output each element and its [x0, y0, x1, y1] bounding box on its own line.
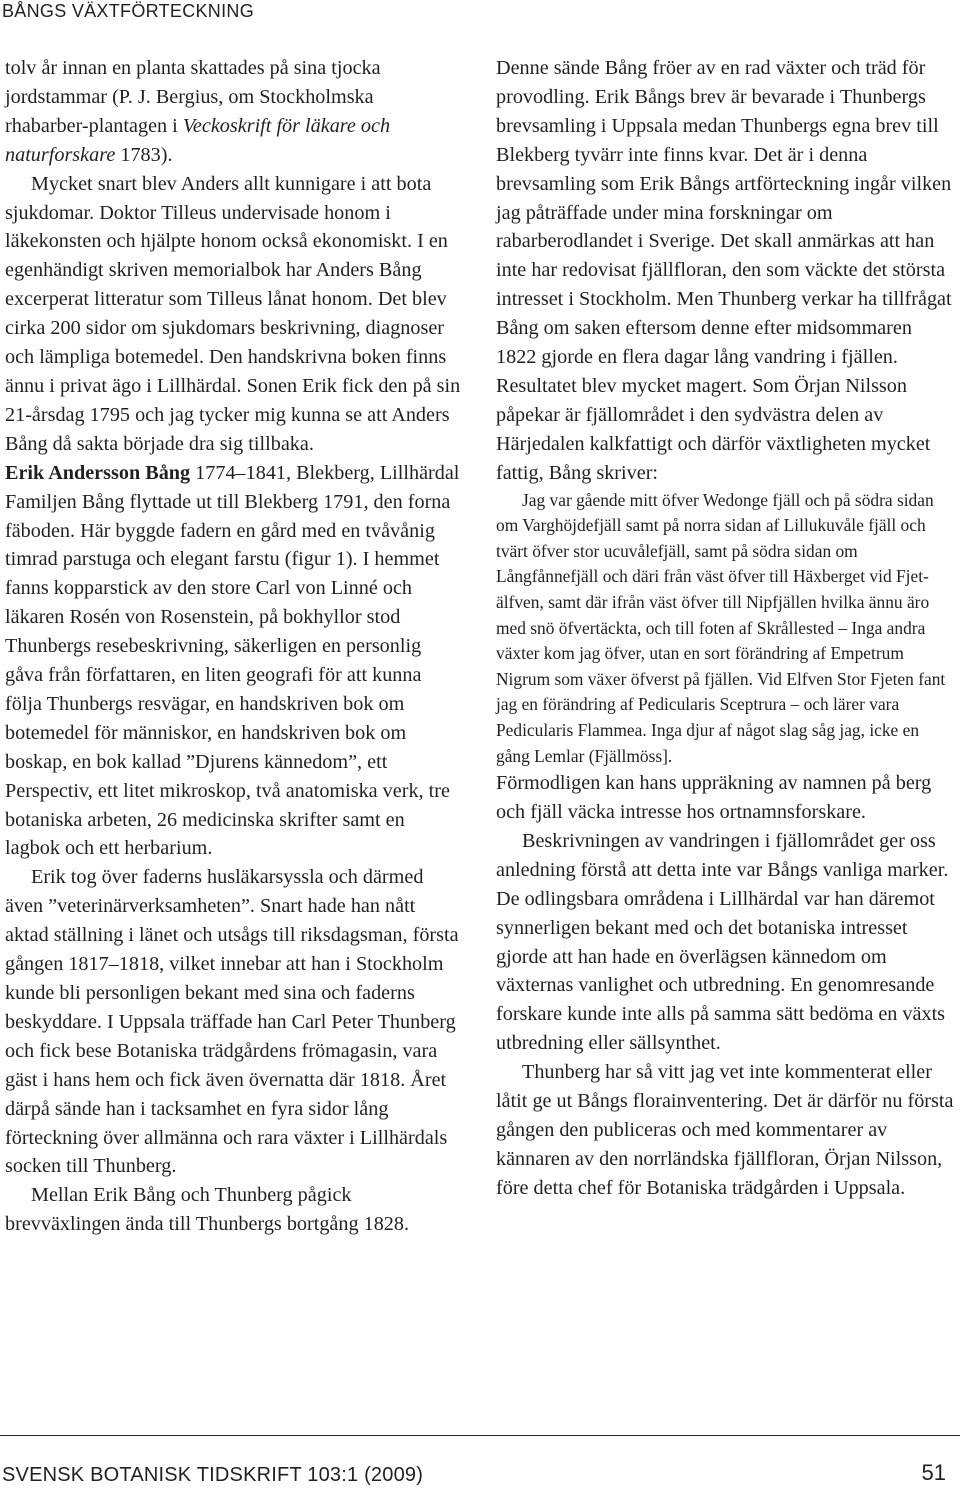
heading-name: Erik Andersson Bång	[5, 461, 191, 484]
journal-title-italic: Veckoskrift för läkare och naturforskare	[5, 114, 391, 166]
paragraph: Familjen Bång flyttade ut till Blekberg 1791, den forna fäboden. Här byggde fadern en gård med en tvåvånig timrad parstuga och elegant farstu (figur 1). I hemmet fanns kopparstick av den store Carl von Linné och läkaren Rosén von Rosenstein, på bokhyllor stod Thunbergs resebeskrivning, säkerligen en personlig gåva från författaren, en liten geografi för att kunna följa Thunbergs resvägar, en handskriven bok om botemedel för människor, en handskriven bok om boskap, en bok kallad ”Djurens kännedom”, ett Perspectiv, ett litet mikroskop, två anatomiska verk, tre botaniska arbeten, 26 medicinska skrifter samt en lagbok och ett herbarium.	[5, 490, 451, 860]
paragraph-text: tolv år innan en planta skattades på sina tjocka jordstammar (P. J. Bergius, om Stockholmska rhabarber-plantagen i	[5, 57, 381, 137]
footer-journal-name: SVENSK BOTANISK TIDSKRIFT 103:1 (2009)	[2, 1464, 424, 1486]
paragraph: Beskrivningen av vandringen i fjällområdet ger oss anledning förstå att detta inte var Bångs vanliga marker. De odlingsbara områdena i Lillhärdal var han däremot synnerligen bekant med och det botaniska intresset gjorde att han hade en överlägsen kännedom om växternas vanlighet och utbredning. En genomresande forskare kunde inte alls på samma sätt bedöma en växts utbredning eller sällsynthet.	[496, 829, 949, 1055]
footer-divider	[0, 1435, 960, 1436]
running-head: BÅNGS VÄXTFÖRTECKNING	[2, 1, 255, 21]
paragraph: Mellan Erik Bång och Thunberg pågick brevväxlingen ända till Thunbergs bortgång 1828.	[5, 1184, 410, 1236]
paragraph-text: 1783).	[115, 143, 173, 166]
paragraph: Erik tog över faderns husläkarsyssla och därmed även ”veterinärverksamheten”. Snart hade han nått aktad ställning i länet och utsågs till riksdagsman, första gången 1817–1818, vilket innebar att han i Stockholm kunde bli personligen bekant med sina och faderns beskyddare. I Uppsala träffade han Carl Peter Thunberg och fick bese Botaniska trädgårdens frömagasin, vara gäst i hans hem och fick även övernatta där 1818. Året därpå sände han i tacksamhet en fyra sidor lång förteckning över allmänna och rara växter i Lillhärdals socken till Thunberg.	[5, 866, 459, 1178]
paragraph: Denne sände Bång fröer av en rad växter och träd för provodling. Erik Bångs brev är bevarade i Thunbergs brevsamling i Uppsala medan Thunbergs egna brev till Blekberg tyvärr inte finns kvar. Det är i denna brevsamling som Erik Bångs artförteckning ingår vilken jag påträffade under mina forskningar om rabarberodlandet i Sverige. Det skall anmärkas att han inte har redovisat fjällfloran, den som väckte det största intresset i Stockholm. Men Thunberg verkar ha tillfrågat Bång om saken eftersom denne efter midsommaren 1822 gjorde en flera dagar lång vandring i fjällen. Resultatet blev mycket magert. Som Örjan Nilsson påpekar är fjällområdet i den sydvästra delen av Härjedalen kalkfattigt och därför växtligheten mycket fattig, Bång skriver:	[496, 57, 952, 484]
left-column	[5, 54, 462, 1239]
paragraph	[5, 54, 462, 170]
paragraph: Mycket snart blev Anders allt kunnigare i att bota sjukdomar. Doktor Tilleus undervisade honom i läkekonsten och hjälpte honom också ekonomiskt. I en egenhändigt skriven memorialbok har Anders Bång excerperat litteratur som Tilleus lånat honom. Det blev cirka 200 sidor om sjukdomars beskrivning, diagnoser och lämpliga botemedel. Den handskrivna boken finns ännu i privat ägo i Lillhärdal. Sonen Erik fick den på sin 21-årsdag 1795 och jag tycker mig kunna se att Anders Bång då sakta började dra sig tillbaka.	[5, 172, 461, 455]
paragraph: Förmodligen kan hans uppräkning av namnen på berg och fjäll väcka intresse hos ortnamnsforskare.	[496, 772, 932, 824]
page-number: 51	[921, 1460, 946, 1485]
right-column	[496, 54, 956, 1203]
block-quote: Jag var gående mitt öfver Wedonge fjäll och på södra sidan om Varghöjdefjäll samt på norra sidan af Lillukuvåle fjäll och tvärt öfver stor ucuvålefjäll, samt på södra sidan om Långfånnefjäll och däri från väst öfver till Häxberget vid Fjet-älfven, samt där ifrån väst öfver till Nipfjällen hvilka ännu äro med snö öfvertäckta, och till foten af Skrållested – Inga andra växter kom jag öfver, utan en sort förändring af Empetrum Nigrum som växer öfverst på fjällen. Vid Elfven Stor Fjeten fant jag en förändring af Pedicularis Sceptrura – och lärer vara Pedicularis Flammea. Inga djur af något slag såg jag, icke en gång Lemlar (Fjällmöss].	[496, 489, 946, 766]
heading-detail: 1774–1841, Blekberg, Lillhärdal	[190, 461, 460, 484]
section-heading	[5, 459, 462, 488]
paragraph: Thunberg har så vitt jag vet inte kommenterat eller låtit ge ut Bångs florainventering. Det är därför nu första gången den publiceras och med kommentarer av kännaren av den norrländska fjällfloran, Örjan Nilsson, före detta chef för Botaniska trädgården i Uppsala.	[496, 1061, 954, 1199]
